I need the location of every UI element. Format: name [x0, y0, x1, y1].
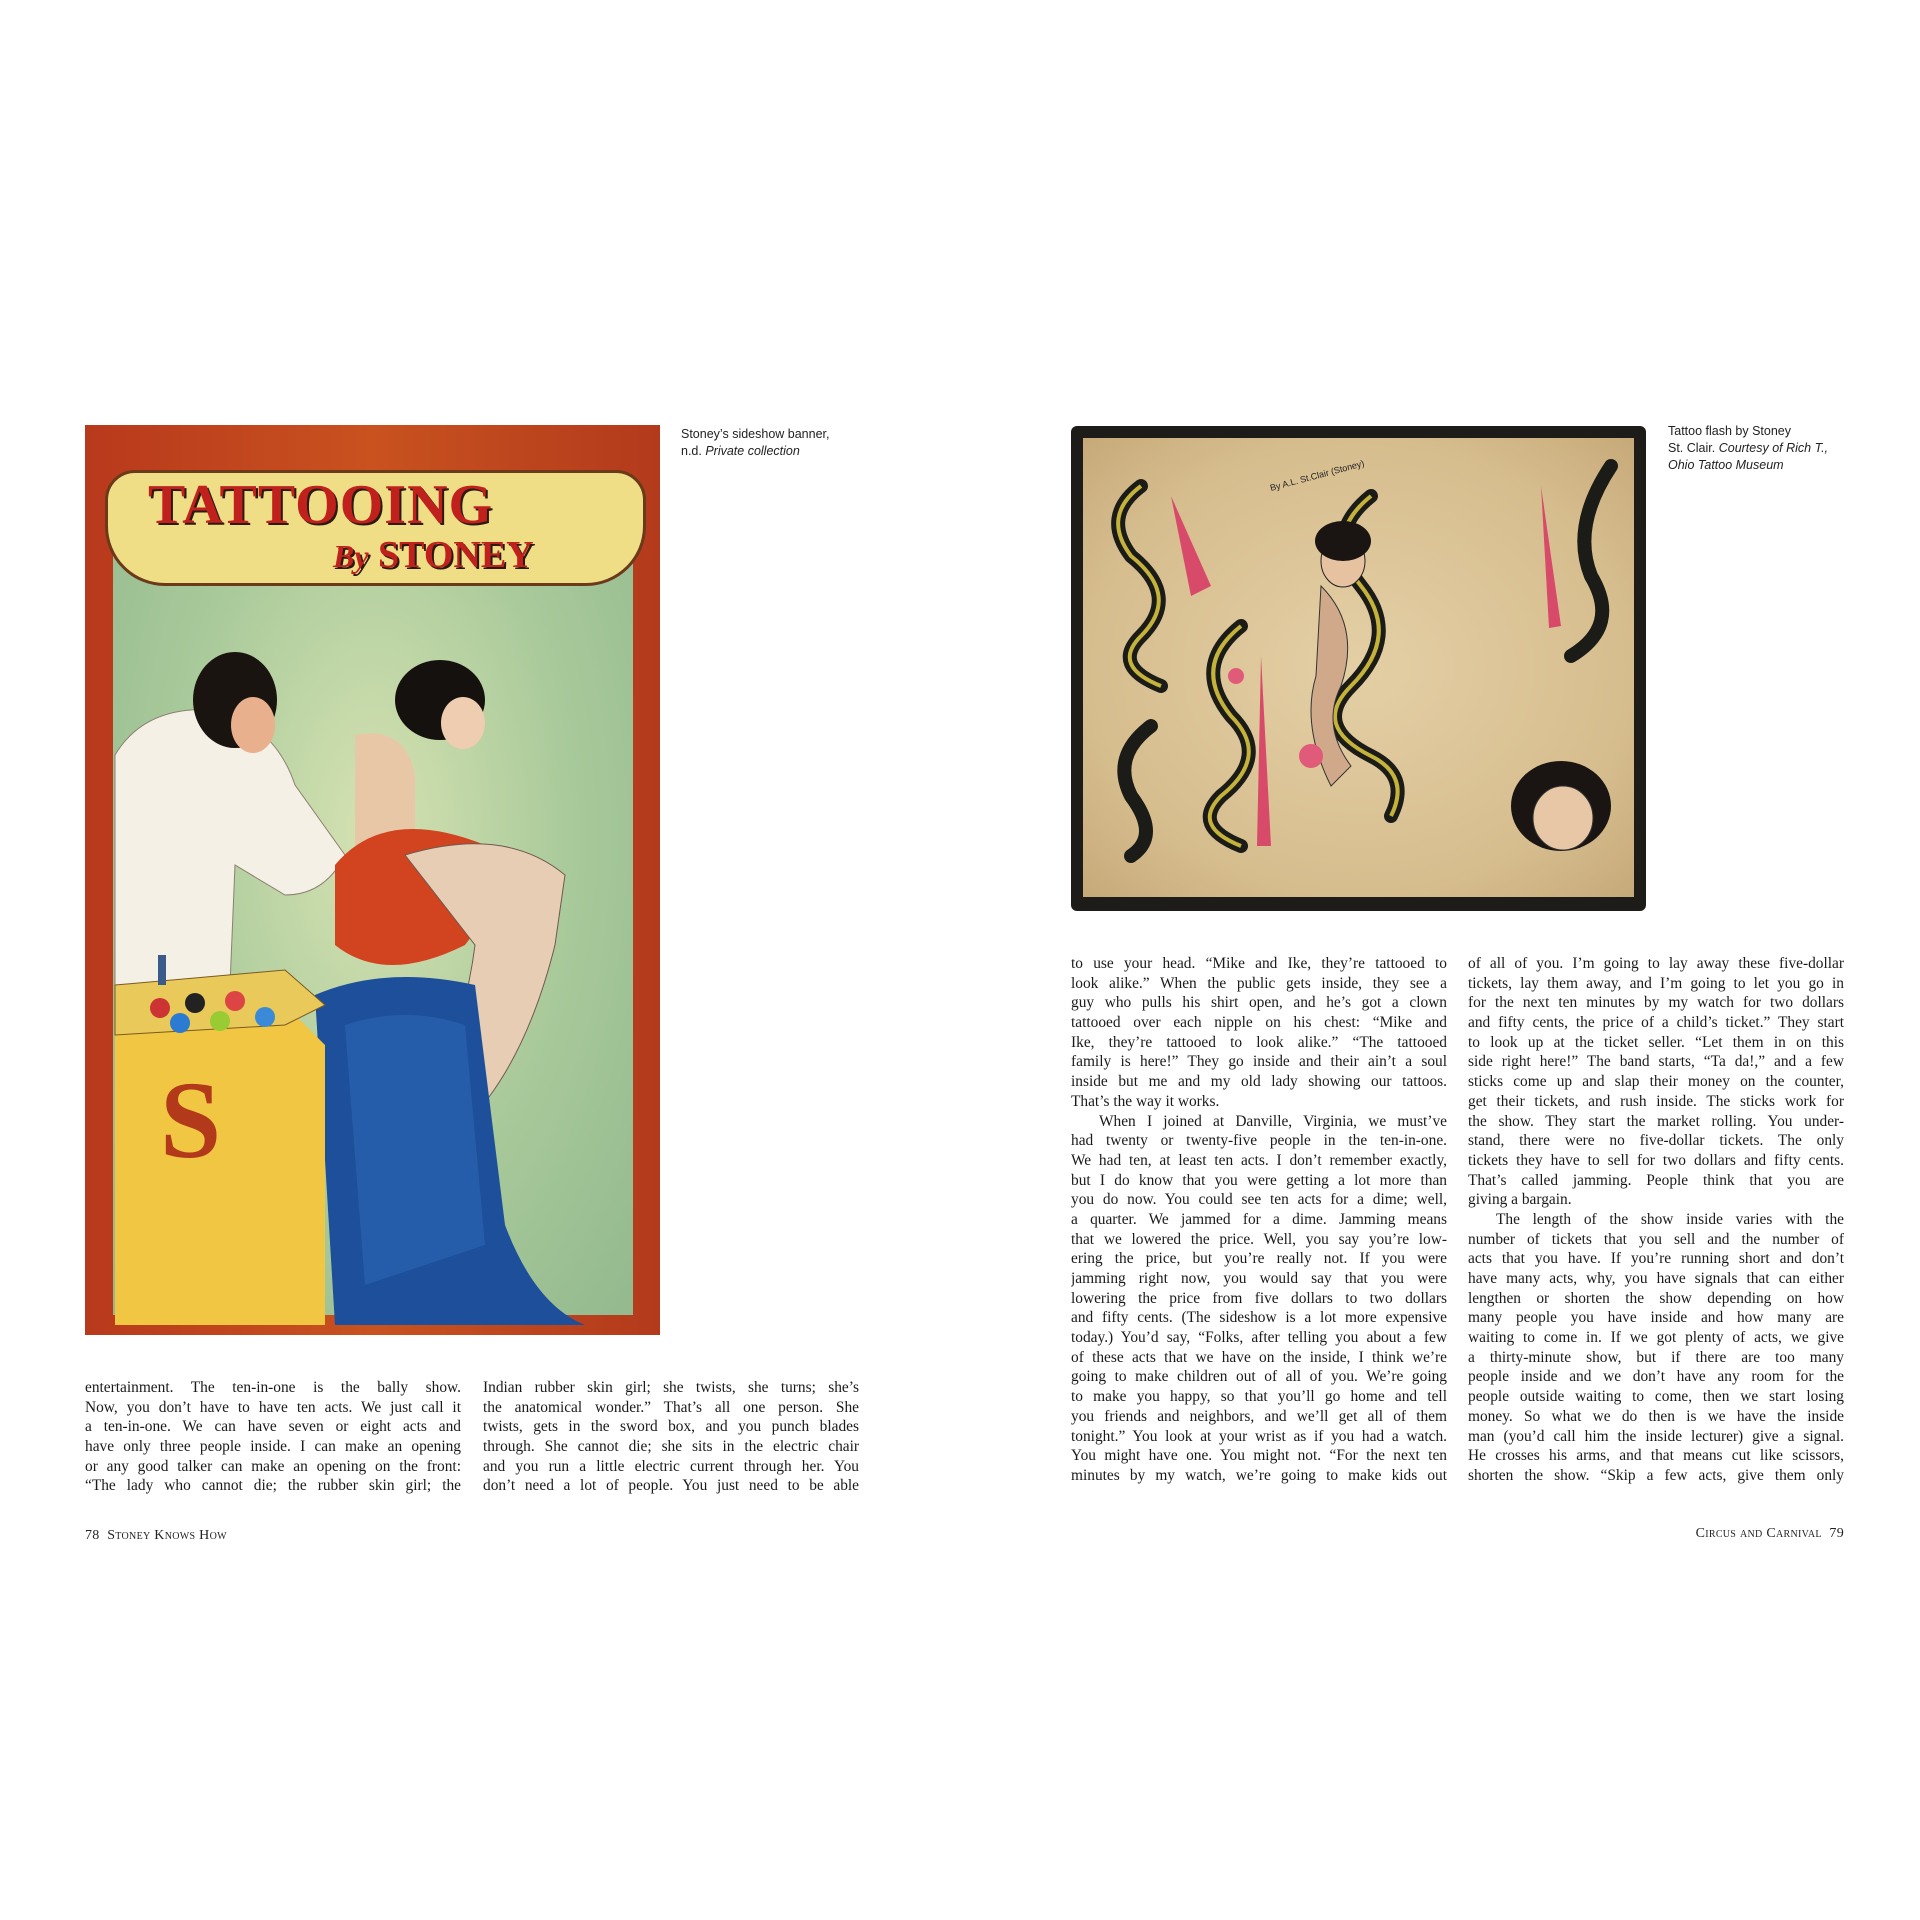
left-text-column-2 — [483, 1378, 859, 1496]
text-line: tickets, lay them away, and I’m going to let you go in — [1468, 974, 1844, 992]
caption-credit: Courtesy of Rich T., — [1718, 441, 1829, 455]
text-line: a ten-in-one. We can have seven or eight acts and — [85, 1418, 461, 1436]
text-line: “The lady who cannot die; the rubber skin girl; the — [85, 1477, 461, 1495]
page-number: 78 — [85, 1528, 100, 1543]
text-line: twists, gets in the sword box, and you punch blades — [483, 1418, 859, 1436]
text-line: tonight.” You look at your wrist as if you had a watch. — [1071, 1427, 1447, 1445]
text-line: ering the price, but you’re really not. If you were — [1071, 1250, 1447, 1268]
text-line: money. So what we do then is we have the inside — [1468, 1407, 1844, 1425]
flash-caption — [1668, 423, 1828, 474]
caption-line: Stoney’s sideshow banner, — [681, 427, 830, 441]
caption-line — [1668, 457, 1828, 474]
text-line: tickets they have to sell for two dollars and fifty cents. — [1468, 1151, 1844, 1169]
text-line: have many acts, why, you have signals that can either — [1468, 1270, 1844, 1287]
text-line: a quarter. We jammed for a dime. Jamming means — [1071, 1210, 1447, 1228]
text-line: had twenty or twenty-five people in the ten-in-one. — [1071, 1132, 1447, 1150]
text-line: lengthen or shorten the show depending on how — [1468, 1289, 1844, 1307]
text-line: That’s called jamming. People think that you are — [1468, 1171, 1844, 1189]
text-line: look alike.” When the public gets inside, they see a — [1071, 974, 1447, 992]
text-line: of all of you. I’m going to lay away these five-dollar — [1468, 955, 1844, 972]
banner-name: STONEY — [378, 534, 534, 576]
text-line: you friends and neighbors, and we’ll get all of them — [1071, 1407, 1447, 1425]
running-head: Circus and Carnival — [1695, 1526, 1822, 1541]
text-line: man (you’d call him the inside lecturer) give a signal. — [1468, 1427, 1844, 1445]
banner-title: TATTOOING — [148, 474, 494, 536]
text-line: entertainment. The ten-in-one is the bally show. — [85, 1379, 461, 1396]
text-line: guy who pulls his shirt open, and he’s got a clown — [1071, 994, 1447, 1012]
text-line: you do now. You could see ten acts for a dime; well, — [1071, 1191, 1447, 1209]
left-folio — [85, 1528, 227, 1544]
text-line: sticks come up and slap their money on the counter, — [1468, 1073, 1844, 1091]
banner-byline — [333, 535, 534, 576]
text-line: and fifty cents, the price of a child’s ticket.” They start — [1468, 1014, 1844, 1032]
text-line: to make you happy, so that you’ll go home and tell — [1071, 1388, 1447, 1406]
tattoo-flash-image — [1071, 426, 1646, 911]
text-line: and fifty cents. (The sideshow is a lot more expensive — [1071, 1309, 1447, 1327]
text-line: have only three people inside. I can make an opening — [85, 1438, 461, 1456]
text-line: lowering the price from five dollars to two dollars — [1071, 1289, 1447, 1307]
text-line: of these acts that we have on the inside, I think we’re — [1071, 1348, 1447, 1366]
flash-signature: By A.L. St.Clair (Stoney) — [1268, 458, 1366, 493]
text-line: Indian rubber skin girl; she twists, she turns; she’s — [483, 1379, 859, 1396]
flash-illustration — [1071, 426, 1646, 911]
page-number: 79 — [1829, 1526, 1844, 1541]
text-line: You might have one. You might not. “For the next ten — [1071, 1447, 1447, 1465]
caption-text: n.d. — [681, 444, 706, 458]
text-line: to look up at the ticket seller. “Let them in on this — [1468, 1033, 1844, 1051]
left-text-column-1 — [85, 1378, 461, 1496]
text-line: through. She cannot die; she sits in the electric chair — [483, 1438, 859, 1456]
text-line: and you run a little electric current through her. You — [483, 1457, 859, 1475]
text-line: Ike, they’re tattooed to look alike.” “The tattooed — [1071, 1033, 1447, 1051]
caption-credit: Private collection — [705, 444, 800, 458]
sideshow-banner-image — [85, 425, 660, 1335]
text-line: Now, you don’t have to have ten acts. We just call it — [85, 1398, 461, 1416]
text-line: number of tickets that you sell and the number of — [1468, 1230, 1844, 1248]
text-line: inside but me and my old lady showing our tattoos. — [1071, 1073, 1447, 1091]
text-line: When I joined at Danville, Virginia, we must’ve — [1099, 1112, 1447, 1130]
banner-scroll — [105, 470, 646, 586]
text-line: going to make children out of all of you. We’re going — [1071, 1368, 1447, 1386]
banner-caption — [681, 426, 829, 460]
text-line: side right here!” The band starts, “Ta da!,” and a few — [1468, 1053, 1844, 1071]
text-line: giving a bargain. — [1468, 1191, 1572, 1209]
text-line: for the next ten minutes by my watch for two dollars — [1468, 994, 1844, 1012]
text-line: minutes by my watch, we’re going to make kids out — [1071, 1466, 1447, 1484]
text-line: That’s the way it works. — [1071, 1092, 1220, 1110]
caption-line — [1668, 440, 1828, 457]
text-line: waiting to come in. If we got plenty of acts, we give — [1468, 1329, 1844, 1347]
text-line: acts that you have. If you’re running short and don’t — [1468, 1250, 1844, 1268]
text-line: but I do know that you were getting a lot more than — [1071, 1171, 1447, 1189]
text-line: people outside waiting to come, then we start losing — [1468, 1388, 1844, 1406]
text-line: today.) You’d say, “Folks, after telling you about a few — [1071, 1329, 1447, 1347]
text-line: He crosses his arms, and that means cut like scissors, — [1468, 1447, 1844, 1465]
banner-by: By — [333, 538, 369, 574]
text-line: people inside and we don’t have any room for the — [1468, 1368, 1844, 1386]
right-text-column-2 — [1468, 954, 1844, 1486]
caption-line: Tattoo flash by Stoney — [1668, 424, 1791, 438]
text-line: tattooed over each nipple on his chest: “Mike and — [1071, 1014, 1447, 1032]
text-line: that we lowered the price. Well, you say you’re low- — [1071, 1230, 1447, 1248]
text-line: We had ten, at least ten acts. I don’t remember exactly, — [1071, 1151, 1447, 1169]
right-text-column-1 — [1071, 954, 1447, 1486]
text-line: stand, there were no five-dollar tickets. The only — [1468, 1132, 1844, 1150]
text-line: family is here!” They go inside and their ain’t a soul — [1071, 1053, 1447, 1071]
banner-monogram: S — [160, 1059, 222, 1181]
text-line: jamming right now, you would say that you were — [1071, 1270, 1447, 1287]
running-head: Stoney Knows How — [107, 1528, 227, 1543]
text-line: or any good talker can make an opening on the front: — [85, 1457, 461, 1475]
right-folio — [1696, 1526, 1844, 1542]
text-line: a thirty-minute show, but if there are too many — [1468, 1348, 1844, 1366]
text-line: The length of the show inside varies with the — [1496, 1210, 1844, 1228]
caption-credit: Ohio Tattoo Museum — [1668, 458, 1784, 472]
caption-line — [681, 443, 829, 460]
text-line: don’t need a lot of people. You just need to be able — [483, 1477, 859, 1495]
text-line: to use your head. “Mike and Ike, they’re tattooed to — [1071, 955, 1447, 972]
text-line: many people you have inside and how many are — [1468, 1309, 1844, 1327]
text-line: get their tickets, and rush inside. The sticks work for — [1468, 1092, 1844, 1110]
caption-text: St. Clair. — [1668, 441, 1719, 455]
text-line: the show. They start the market rolling. You under- — [1468, 1112, 1844, 1130]
text-line: the anatomical wonder.” That’s all one person. She — [483, 1398, 859, 1416]
text-line: shorten the show. “Skip a few acts, give them only — [1468, 1466, 1844, 1484]
